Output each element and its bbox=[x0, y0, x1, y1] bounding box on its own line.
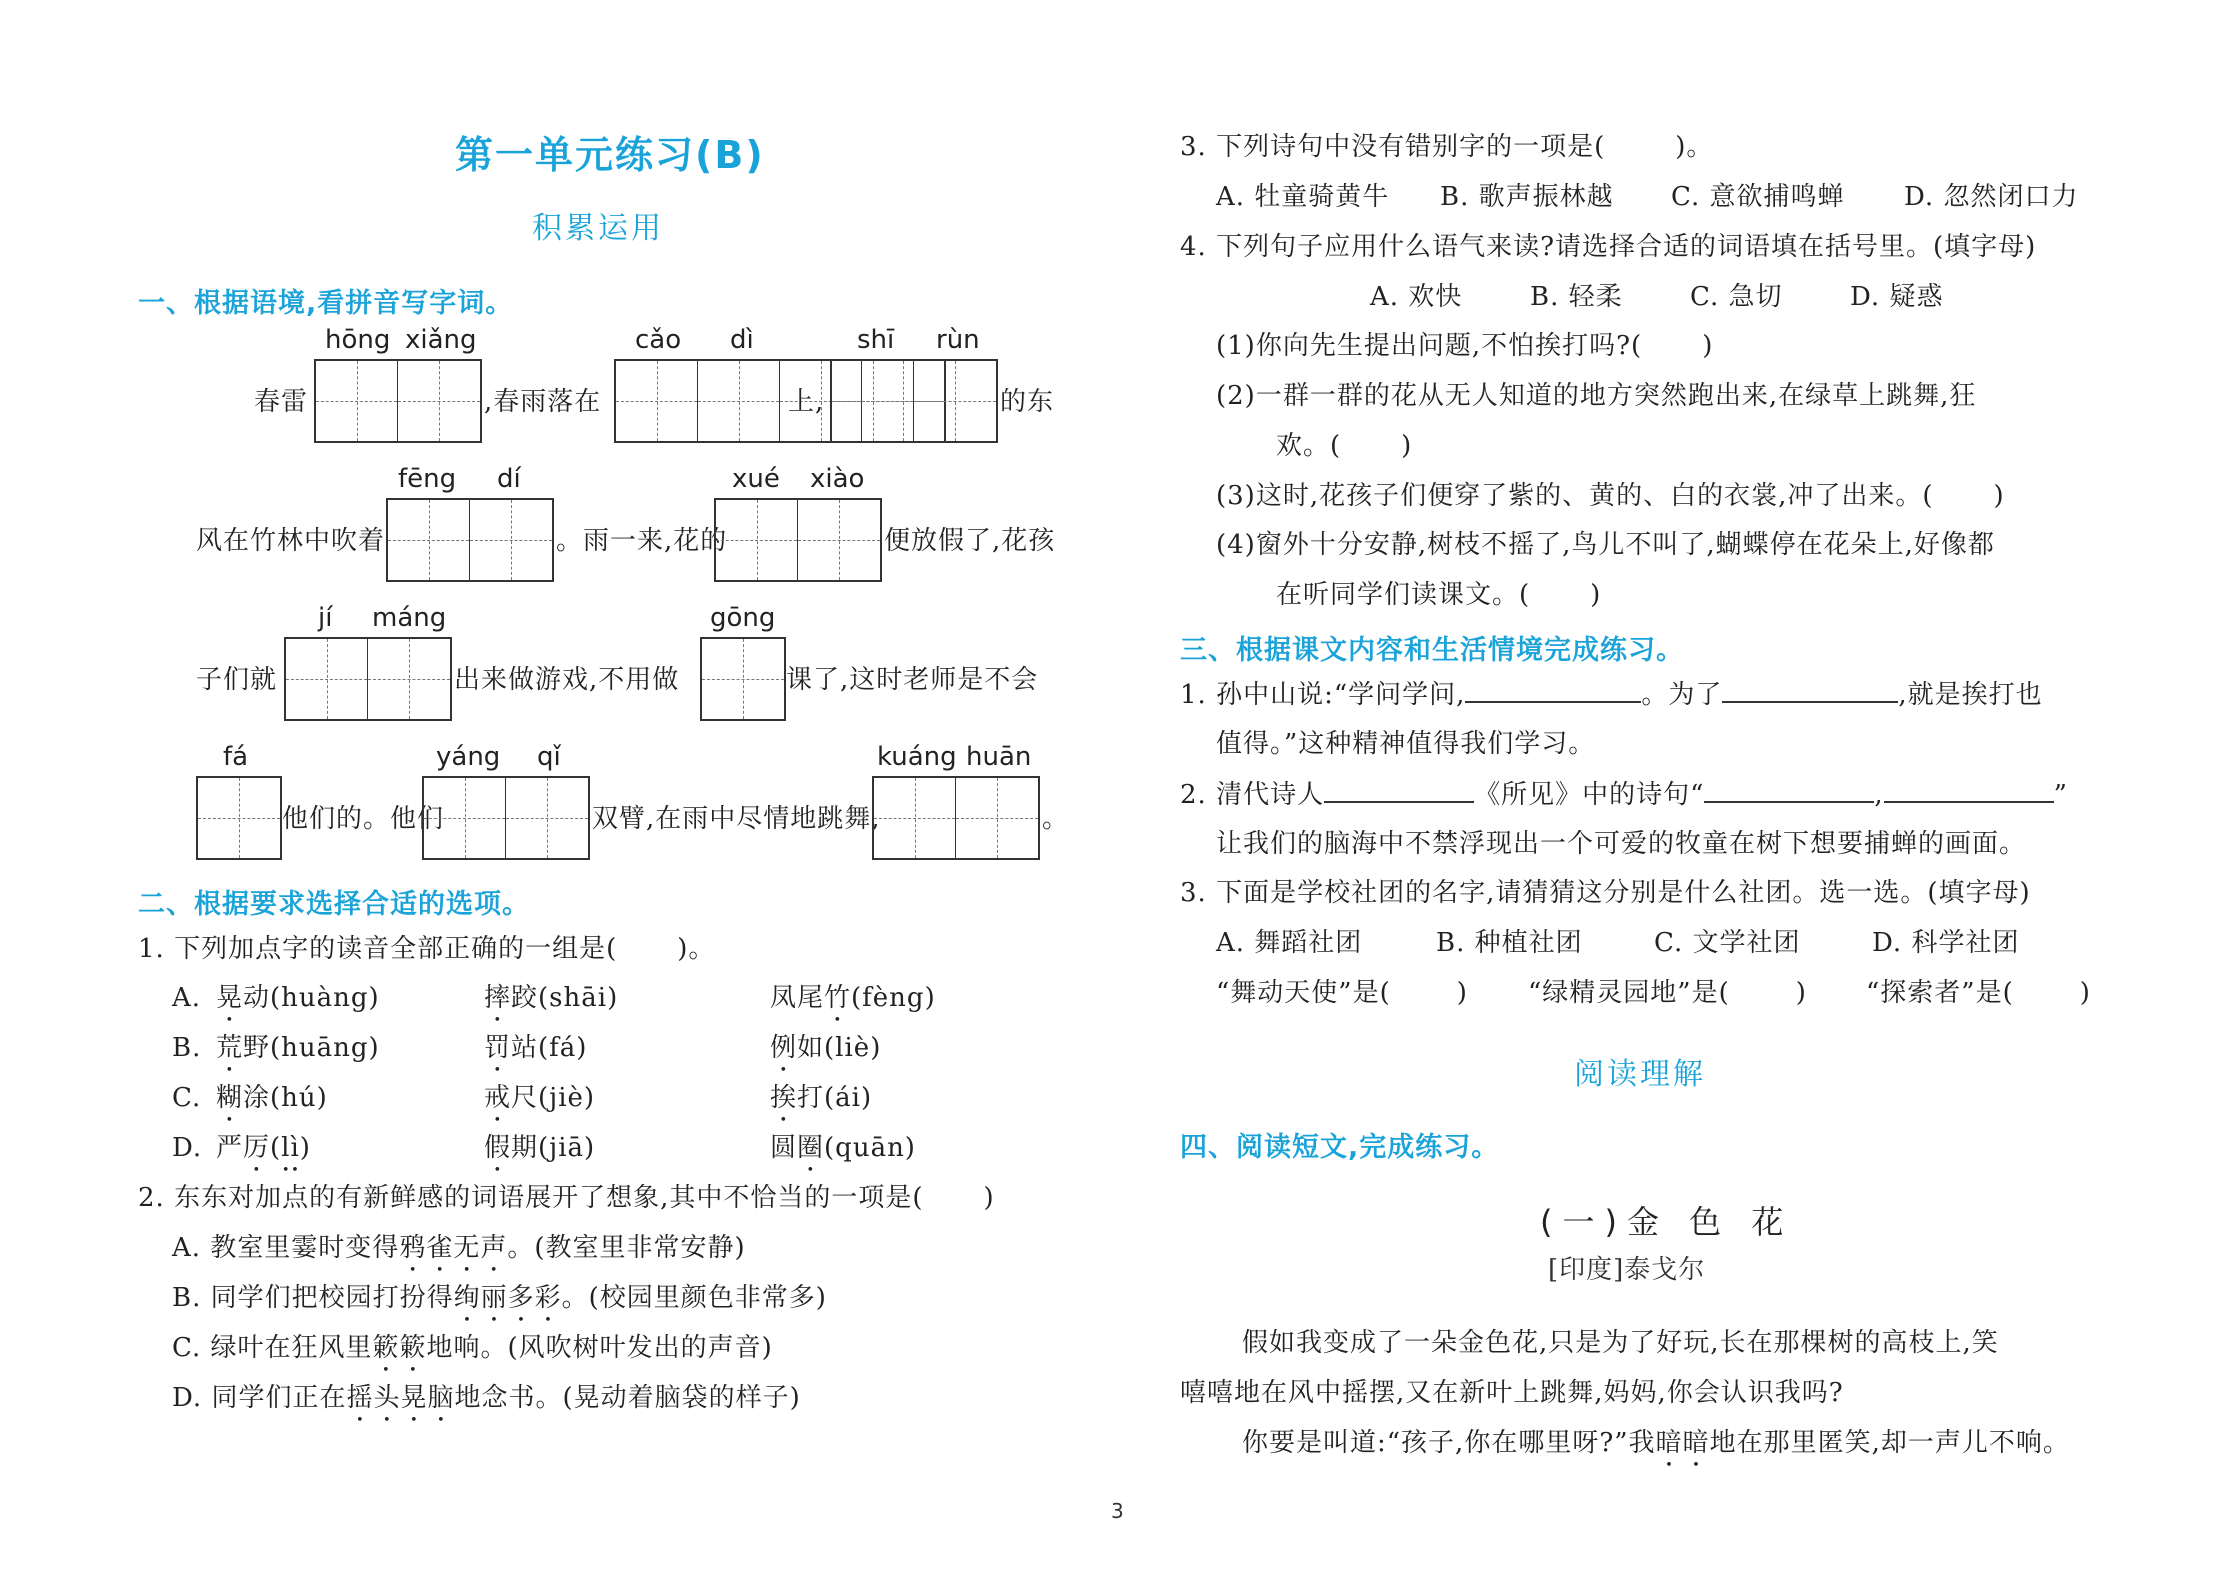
answer-blank[interactable] bbox=[1465, 677, 1641, 703]
section1-heading: 一、根据语境,看拼音写字词。 bbox=[138, 288, 514, 319]
option-b[interactable]: 罚站(fá) bbox=[484, 1033, 588, 1063]
writing-grid[interactable] bbox=[386, 498, 554, 582]
page-title: 第一单元练习(B) bbox=[455, 133, 765, 177]
option-b[interactable]: B. 歌声振林越 bbox=[1440, 182, 1614, 212]
option-b[interactable]: B. 种植社团 bbox=[1436, 928, 1583, 958]
story-author: [印度]泰戈尔 bbox=[1548, 1255, 1706, 1285]
paragraph-1-cont: 嘻嘻地在风中摇摆,又在新叶上跳舞,妈妈,你会认识我吗? bbox=[1180, 1378, 1844, 1408]
section-subtitle-reading: 阅读理解 bbox=[1574, 1057, 1706, 1092]
pinyin: kuáng bbox=[877, 742, 957, 772]
s3-question-2-cont: 让我们的脑海中不禁浮现出一个可爱的牧童在树下想要捕蝉的画面。 bbox=[1216, 829, 2027, 859]
answer-blank[interactable] bbox=[1722, 677, 1898, 703]
pinyin: dì bbox=[730, 325, 754, 355]
text: 子们就 bbox=[196, 665, 278, 695]
pinyin: fēng bbox=[398, 464, 457, 494]
sentence-4: (4)窗外十分安静,树枝不摇了,鸟儿不叫了,蝴蝶停在花朵上,好像都 bbox=[1216, 530, 1995, 560]
question-3: 3. 下列诗句中没有错别字的一项是( )。 bbox=[1180, 132, 1714, 162]
option-a[interactable]: 糊涂(hú) bbox=[216, 1083, 328, 1113]
option-c[interactable]: C. 绿叶在狂风里簌簌地响。(风吹树叶发出的声音) bbox=[172, 1333, 773, 1363]
sentence-2: (2)一群一群的花从无人知道的地方突然跑出来,在绿草上跳舞,狂 bbox=[1216, 381, 1977, 411]
option-c[interactable]: C. 意欲捕鸣蝉 bbox=[1671, 182, 1845, 212]
option-d[interactable]: D. 疑惑 bbox=[1850, 282, 1944, 312]
story-title: (一)金 色 花 bbox=[1540, 1203, 1794, 1241]
text: 上, bbox=[788, 387, 825, 417]
pinyin: xiǎng bbox=[405, 325, 477, 355]
option-c[interactable]: 例如(liè) bbox=[770, 1033, 882, 1063]
sentence-4-cont: 在听同学们读课文。( ) bbox=[1276, 580, 1602, 610]
option-d[interactable]: D. 同学们正在摇头晃脑地念书。(晃动着脑袋的样子) bbox=[172, 1383, 801, 1413]
option-b[interactable]: 戒尺(jiè) bbox=[484, 1083, 596, 1113]
paragraph-1: 假如我变成了一朵金色花,只是为了好玩,长在那棵树的高枝上,笑 bbox=[1242, 1328, 1999, 1358]
sentence-1: (1)你向先生提出问题,不怕挨打吗?( ) bbox=[1216, 331, 1714, 361]
pinyin: cǎo bbox=[635, 325, 682, 355]
question-4: 4. 下列句子应用什么语气来读?请选择合适的词语填在括号里。(填字母) bbox=[1180, 232, 2037, 262]
option-label: C. bbox=[172, 1083, 202, 1113]
s3-question-1-cont: 值得。”这种精神值得我们学习。 bbox=[1216, 729, 1596, 759]
s3-question-1: 1. 孙中山说:“学问学问, 。为了 ,就是挨打也 bbox=[1180, 677, 2043, 712]
option-b[interactable]: B. 同学们把校园打扮得绚丽多彩。(校园里颜色非常多) bbox=[172, 1283, 827, 1313]
section3-heading: 三、根据课文内容和生活情境完成练习。 bbox=[1180, 635, 1684, 666]
club-answer-3: “探索者”是( ) bbox=[1866, 978, 2091, 1008]
page-number: 3 bbox=[1111, 1499, 1124, 1523]
writing-grid[interactable] bbox=[714, 498, 882, 582]
answer-blank[interactable] bbox=[1704, 777, 1874, 803]
option-c[interactable]: 凤尾竹(fèng) bbox=[770, 983, 936, 1013]
pinyin: jí bbox=[318, 603, 333, 633]
option-b[interactable]: 假期(jiā) bbox=[484, 1133, 596, 1163]
pinyin: hōng bbox=[325, 325, 391, 355]
text: 的东 bbox=[1000, 387, 1055, 417]
text: 课了,这时老师是不会 bbox=[786, 665, 1039, 695]
sentence-3: (3)这时,花孩子们便穿了紫的、黄的、白的衣裳,冲了出来。( ) bbox=[1216, 481, 2005, 511]
s3-question-3: 3. 下面是学校社团的名字,请猜猜这分别是什么社团。选一选。(填字母) bbox=[1180, 878, 2031, 908]
option-d[interactable]: D. 忽然闭口力 bbox=[1904, 182, 2079, 212]
paragraph-2: 你要是叫道:“孩子,你在哪里呀?”我暗暗地在那里匿笑,却一声儿不响。 bbox=[1242, 1428, 2070, 1458]
option-a[interactable]: A. 教室里霎时变得鸦雀无声。(教室里非常安静) bbox=[172, 1233, 746, 1263]
pinyin: fá bbox=[223, 742, 249, 772]
text: 出来做游戏,不用做 bbox=[454, 665, 680, 695]
pinyin: yáng bbox=[436, 742, 501, 772]
writing-grid[interactable] bbox=[422, 776, 590, 860]
question-1: 1. 下列加点字的读音全部正确的一组是( )。 bbox=[138, 934, 716, 964]
option-a[interactable]: A. 欢快 bbox=[1370, 282, 1463, 312]
writing-grid[interactable] bbox=[872, 776, 1040, 860]
option-d[interactable]: D. 科学社团 bbox=[1872, 928, 2020, 958]
option-a[interactable]: 晃动(huàng) bbox=[216, 983, 380, 1013]
pinyin: gōng bbox=[710, 603, 776, 633]
option-b[interactable]: B. 轻柔 bbox=[1530, 282, 1623, 312]
sentence-2-cont: 欢。( ) bbox=[1276, 431, 1413, 461]
writing-grid[interactable] bbox=[830, 359, 998, 443]
section-subtitle-accumulation: 积累运用 bbox=[532, 211, 664, 246]
option-label: B. bbox=[172, 1033, 202, 1063]
option-a[interactable]: A. 舞蹈社团 bbox=[1216, 928, 1363, 958]
text: 他们的。他们 bbox=[282, 804, 445, 834]
option-a[interactable]: A. 牡童骑黄牛 bbox=[1216, 182, 1390, 212]
answer-blank[interactable] bbox=[1884, 777, 2054, 803]
writing-grid[interactable] bbox=[700, 637, 786, 721]
option-a[interactable]: 严厉(lì) bbox=[216, 1133, 311, 1163]
option-c[interactable]: 圆圈(quān) bbox=[770, 1133, 916, 1163]
text: 风在竹林中吹着 bbox=[196, 526, 386, 556]
club-answer-1: “舞动天使”是( ) bbox=[1216, 978, 1468, 1008]
writing-grid[interactable] bbox=[196, 776, 282, 860]
option-label: D. bbox=[172, 1133, 203, 1163]
club-answer-2: “绿精灵园地”是( ) bbox=[1528, 978, 1807, 1008]
section2-heading: 二、根据要求选择合适的选项。 bbox=[138, 889, 530, 920]
pinyin: shī bbox=[857, 325, 895, 355]
pinyin: huān bbox=[966, 742, 1032, 772]
text: 春雷 bbox=[254, 387, 309, 417]
option-c[interactable]: C. 急切 bbox=[1690, 282, 1783, 312]
option-b[interactable]: 摔跤(shāi) bbox=[484, 983, 619, 1013]
writing-grid[interactable] bbox=[284, 637, 452, 721]
pinyin: máng bbox=[372, 603, 447, 633]
pinyin: rùn bbox=[936, 325, 980, 355]
option-a[interactable]: 荒野(huāng) bbox=[216, 1033, 380, 1063]
section4-heading: 四、阅读短文,完成练习。 bbox=[1180, 1132, 1500, 1163]
writing-grid[interactable] bbox=[314, 359, 482, 443]
question-2: 2. 东东对加点的有新鲜感的词语展开了想象,其中不恰当的一项是( ) bbox=[138, 1183, 995, 1213]
text: 。 bbox=[1042, 804, 1070, 834]
option-c[interactable]: C. 文学社团 bbox=[1654, 928, 1801, 958]
text: 双臂,在雨中尽情地跳舞, bbox=[592, 804, 881, 834]
text: 便放假了,花孩 bbox=[884, 526, 1056, 556]
pinyin: qǐ bbox=[537, 742, 561, 772]
s3-question-2: 2. 清代诗人 《所见》中的诗句“ , ” bbox=[1180, 777, 2068, 812]
text: ,春雨落在 bbox=[484, 387, 602, 417]
text: 。雨一来,花的 bbox=[556, 526, 728, 556]
answer-blank[interactable] bbox=[1324, 777, 1474, 803]
option-label: A. bbox=[172, 983, 202, 1013]
option-c[interactable]: 挨打(ái) bbox=[770, 1083, 873, 1113]
pinyin: xiào bbox=[810, 464, 865, 494]
pinyin: dí bbox=[497, 464, 521, 494]
pinyin: xué bbox=[732, 464, 780, 494]
